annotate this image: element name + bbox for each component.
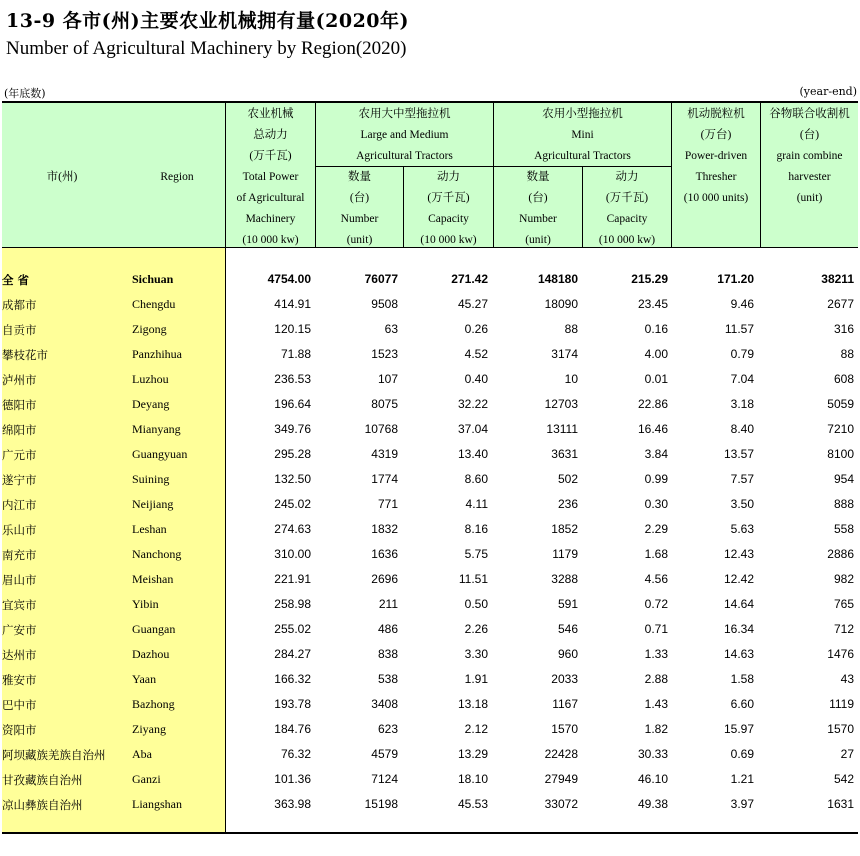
mini-number-cell: 27949 (544, 772, 578, 786)
large-capacity-cell: 1.91 (464, 672, 488, 686)
city-name-cn: 阿坝藏族羌族自治州 (2, 748, 106, 762)
table-row (2, 618, 858, 643)
region-name-en: Leshan (132, 522, 167, 536)
region-name-en: Dazhou (132, 647, 170, 661)
city-name-cn: 乐山市 (2, 523, 37, 537)
mini-number-cell: 33072 (544, 797, 578, 811)
large-number-cell: 1774 (371, 472, 398, 486)
harvester-cell: 38211 (821, 272, 854, 286)
header-harvester: 谷物联合收割机 (台) grain combine harvester (unit) (769, 108, 850, 204)
region-name-en: Neijiang (132, 497, 174, 511)
region-name-en: Deyang (132, 397, 170, 411)
large-capacity-cell: 0.50 (464, 597, 488, 611)
large-number-cell: 1636 (371, 547, 398, 561)
city-name-cn: 遂宁市 (2, 473, 37, 487)
thresher-cell: 12.43 (723, 547, 754, 561)
table-header (2, 101, 858, 248)
city-name-cn: 德阳市 (2, 398, 37, 412)
city-name-cn: 全 省 (2, 273, 30, 287)
header-mini-group: 农用小型拖拉机 Mini Agricultural Tractors (534, 108, 631, 162)
table-row (2, 693, 858, 718)
table-row (2, 443, 858, 468)
table-row (2, 768, 858, 793)
large-capacity-cell: 4.11 (465, 497, 488, 511)
region-name-en: Chengdu (132, 297, 176, 311)
large-number-cell: 623 (377, 722, 398, 736)
total-power-cell: 120.15 (274, 322, 311, 336)
region-name-en: Mianyang (132, 422, 181, 436)
mini-number-cell: 1570 (551, 722, 578, 736)
city-name-cn: 成都市 (2, 298, 37, 312)
total-power-cell: 76.32 (280, 747, 311, 761)
large-capacity-cell: 32.22 (457, 397, 488, 411)
total-power-cell: 363.98 (274, 797, 311, 811)
table-row (2, 543, 858, 568)
harvester-cell: 765 (833, 597, 854, 611)
city-name-cn: 巴中市 (2, 698, 37, 712)
total-power-cell: 101.36 (274, 772, 311, 786)
title-english: Number of Agricultural Machinery by Region(2020) (6, 38, 407, 59)
total-power-cell: 349.76 (274, 422, 311, 436)
harvester-cell: 982 (833, 572, 854, 586)
region-name-en: Guangan (132, 622, 176, 636)
large-capacity-cell: 4.52 (464, 347, 488, 361)
mini-capacity-cell: 0.72 (644, 597, 668, 611)
harvester-cell: 5059 (827, 397, 854, 411)
note-year-end-en: (year-end) (799, 85, 857, 98)
table-row (2, 668, 858, 693)
mini-capacity-cell: 23.45 (637, 297, 668, 311)
mini-number-cell: 22428 (544, 747, 578, 761)
total-power-cell: 184.76 (274, 722, 311, 736)
thresher-cell: 171.20 (717, 272, 754, 286)
mini-capacity-cell: 30.33 (637, 747, 668, 761)
harvester-cell: 1570 (827, 722, 854, 736)
total-power-cell: 236.53 (274, 372, 311, 386)
header-total-power: 农业机械 总动力 (万千瓦) Total Power of Agricultural Machinery (10 000 kw) (236, 108, 305, 246)
total-power-cell: 132.50 (274, 472, 311, 486)
harvester-cell: 1631 (827, 797, 854, 811)
large-number-cell: 4579 (371, 747, 398, 761)
total-power-cell: 310.00 (274, 547, 311, 561)
title-chinese: 13-9 各市(州)主要农业机械拥有量(2020年) (6, 10, 410, 32)
thresher-cell: 5.63 (730, 522, 754, 536)
total-power-cell: 71.88 (280, 347, 311, 361)
city-name-cn: 资阳市 (2, 723, 37, 737)
table-row (2, 643, 858, 668)
table-row (2, 793, 858, 818)
large-capacity-cell: 271.42 (451, 272, 488, 286)
large-number-cell: 9508 (371, 297, 398, 311)
total-power-cell: 193.78 (274, 697, 311, 711)
harvester-cell: 888 (833, 497, 854, 511)
large-number-cell: 4319 (371, 447, 398, 461)
city-name-cn: 宜宾市 (2, 598, 37, 612)
mini-number-cell: 1179 (552, 547, 578, 561)
city-name-cn: 绵阳市 (2, 423, 37, 437)
total-power-cell: 284.27 (274, 647, 311, 661)
large-number-cell: 486 (377, 622, 398, 636)
harvester-cell: 954 (833, 472, 854, 486)
large-capacity-cell: 0.26 (464, 322, 488, 336)
mini-number-cell: 10 (564, 372, 578, 386)
thresher-cell: 3.50 (730, 497, 754, 511)
thresher-cell: 6.60 (730, 697, 754, 711)
mini-capacity-cell: 1.68 (644, 547, 668, 561)
total-power-cell: 274.63 (274, 522, 311, 536)
thresher-cell: 7.57 (730, 472, 754, 486)
total-power-cell: 4754.00 (267, 272, 311, 286)
harvester-cell: 88 (840, 347, 854, 361)
thresher-cell: 1.58 (730, 672, 754, 686)
large-number-cell: 771 (377, 497, 398, 511)
mini-capacity-cell: 0.16 (644, 322, 668, 336)
mini-capacity-cell: 0.01 (644, 372, 668, 386)
harvester-cell: 316 (833, 322, 854, 336)
region-name-en: Aba (132, 747, 152, 761)
city-name-cn: 甘孜藏族自治州 (2, 773, 83, 787)
mini-capacity-cell: 46.10 (637, 772, 668, 786)
large-capacity-cell: 45.27 (457, 297, 488, 311)
table-row (2, 418, 858, 443)
harvester-cell: 712 (833, 622, 854, 636)
harvester-cell: 2886 (827, 547, 854, 561)
region-name-en: Luzhou (132, 372, 169, 386)
region-name-en: Sichuan (132, 272, 174, 286)
table-row (2, 493, 858, 518)
region-name-en: Bazhong (132, 697, 175, 711)
region-name-en: Yaan (132, 672, 157, 686)
thresher-cell: 1.21 (730, 772, 754, 786)
mini-number-cell: 3174 (551, 347, 578, 361)
mini-capacity-cell: 0.99 (644, 472, 668, 486)
city-name-cn: 达州市 (2, 648, 37, 662)
thresher-cell: 8.40 (730, 422, 754, 436)
region-name-en: Yibin (132, 597, 159, 611)
mini-number-cell: 88 (564, 322, 578, 336)
table-row (2, 343, 858, 368)
mini-capacity-cell: 3.84 (644, 447, 668, 461)
harvester-cell: 608 (833, 372, 854, 386)
mini-number-cell: 13111 (546, 422, 578, 436)
region-name-en: Suining (132, 472, 170, 486)
total-power-cell: 258.98 (274, 597, 311, 611)
mini-capacity-cell: 0.30 (644, 497, 668, 511)
header-large-medium-group: 农用大中型拖拉机 Large and Medium Agricultural Tractors (356, 108, 453, 162)
city-name-cn: 攀枝花市 (2, 348, 48, 362)
header-large-number: 数量 (台) Number (unit) (340, 171, 379, 246)
city-name-cn: 凉山彝族自治州 (2, 798, 83, 812)
large-number-cell: 15198 (364, 797, 398, 811)
mini-capacity-cell: 49.38 (637, 797, 668, 811)
harvester-cell: 7210 (827, 422, 854, 436)
large-capacity-cell: 3.30 (464, 647, 488, 661)
region-name-en: Ziyang (132, 722, 166, 736)
large-number-cell: 7124 (371, 772, 398, 786)
thresher-cell: 15.97 (723, 722, 754, 736)
table-row (2, 293, 858, 318)
thresher-cell: 0.79 (730, 347, 754, 361)
large-number-cell: 76077 (364, 272, 398, 286)
mini-number-cell: 546 (557, 622, 578, 636)
large-capacity-cell: 0.40 (464, 372, 488, 386)
total-power-cell: 166.32 (274, 672, 311, 686)
large-number-cell: 1832 (371, 522, 398, 536)
note-year-end-cn: (年底数) (4, 87, 46, 100)
large-capacity-cell: 11.51 (458, 572, 488, 586)
table-row (2, 368, 858, 393)
table-row (2, 568, 858, 593)
thresher-cell: 14.63 (723, 647, 754, 661)
region-name-en: Nanchong (132, 547, 182, 561)
large-number-cell: 3408 (371, 697, 398, 711)
large-number-cell: 2696 (371, 572, 398, 586)
large-number-cell: 838 (377, 647, 398, 661)
total-power-cell: 295.28 (274, 447, 311, 461)
mini-number-cell: 12703 (544, 397, 578, 411)
large-number-cell: 1523 (371, 347, 398, 361)
total-power-cell: 414.91 (274, 297, 311, 311)
large-capacity-cell: 8.16 (464, 522, 488, 536)
table-bottom-rule (2, 832, 858, 834)
region-name-en: Liangshan (132, 797, 182, 811)
table-row (2, 468, 858, 493)
mini-number-cell: 960 (557, 647, 578, 661)
mini-number-cell: 3288 (551, 572, 578, 586)
table-row (2, 593, 858, 618)
mini-capacity-cell: 22.86 (637, 397, 668, 411)
large-capacity-cell: 2.26 (464, 622, 488, 636)
region-name-en: Zigong (132, 322, 167, 336)
header-large-capacity: 动力 (万千瓦) Capacity (10 000 kw) (420, 171, 477, 246)
harvester-cell: 8100 (827, 447, 854, 461)
thresher-cell: 14.64 (723, 597, 754, 611)
thresher-cell: 12.42 (723, 572, 754, 586)
region-name-en: Meishan (132, 572, 174, 586)
total-power-cell: 245.02 (274, 497, 311, 511)
mini-number-cell: 1167 (552, 697, 578, 711)
header-thresher: 机动脱粒机 (万台) Power-driven Thresher (10 000 units) (683, 108, 749, 204)
city-name-cn: 雅安市 (2, 673, 37, 687)
large-number-cell: 538 (377, 672, 398, 686)
large-number-cell: 211 (378, 597, 398, 611)
region-name-en: Panzhihua (132, 347, 182, 361)
city-name-cn: 广元市 (2, 448, 37, 462)
harvester-cell: 1119 (829, 697, 854, 711)
thresher-cell: 7.04 (730, 372, 754, 386)
mini-number-cell: 2033 (551, 672, 578, 686)
total-power-cell: 196.64 (274, 397, 311, 411)
city-name-cn: 广安市 (2, 623, 37, 637)
mini-capacity-cell: 215.29 (631, 272, 668, 286)
table-row-total (2, 268, 858, 293)
thresher-cell: 9.46 (730, 297, 754, 311)
large-capacity-cell: 8.60 (464, 472, 488, 486)
header-region: Region (160, 171, 194, 183)
mini-capacity-cell: 1.33 (644, 647, 668, 661)
table-row (2, 718, 858, 743)
mini-capacity-cell: 2.29 (644, 522, 668, 536)
large-capacity-cell: 13.18 (457, 697, 488, 711)
mini-number-cell: 502 (557, 472, 578, 486)
harvester-cell: 558 (833, 522, 854, 536)
header-mini-number: 数量 (台) Number (unit) (519, 171, 557, 246)
large-number-cell: 63 (384, 322, 398, 336)
large-number-cell: 107 (377, 372, 398, 386)
mini-capacity-cell: 1.82 (644, 722, 668, 736)
large-capacity-cell: 5.75 (464, 547, 488, 561)
total-power-cell: 221.91 (274, 572, 311, 586)
table-row (2, 393, 858, 418)
table-row (2, 518, 858, 543)
mini-number-cell: 1852 (551, 522, 578, 536)
city-name-cn: 自贡市 (2, 323, 37, 337)
mini-number-cell: 18090 (544, 297, 578, 311)
mini-number-cell: 591 (557, 597, 578, 611)
mini-number-cell: 3631 (551, 447, 578, 461)
large-capacity-cell: 13.29 (457, 747, 488, 761)
table-row (2, 318, 858, 343)
thresher-cell: 11.57 (724, 322, 754, 336)
large-capacity-cell: 2.12 (464, 722, 488, 736)
large-capacity-cell: 13.40 (457, 447, 488, 461)
harvester-cell: 43 (840, 672, 854, 686)
mini-capacity-cell: 1.43 (644, 697, 668, 711)
total-power-cell: 255.02 (274, 622, 311, 636)
large-number-cell: 8075 (371, 397, 398, 411)
mini-capacity-cell: 0.71 (644, 622, 668, 636)
thresher-cell: 3.18 (730, 397, 754, 411)
header-mini-capacity: 动力 (万千瓦) Capacity (10 000 kw) (598, 171, 656, 246)
table-row (2, 743, 858, 768)
thresher-cell: 16.34 (723, 622, 754, 636)
region-name-en: Ganzi (132, 772, 161, 786)
city-name-cn: 泸州市 (2, 373, 37, 387)
city-name-cn: 眉山市 (2, 573, 37, 587)
mini-capacity-cell: 16.46 (637, 422, 668, 436)
mini-capacity-cell: 2.88 (644, 672, 668, 686)
large-capacity-cell: 37.04 (457, 422, 488, 436)
harvester-cell: 542 (833, 772, 854, 786)
header-city-cn: 市(州) (46, 171, 78, 183)
large-number-cell: 10768 (364, 422, 398, 436)
thresher-cell: 3.97 (730, 797, 754, 811)
harvester-cell: 27 (840, 747, 854, 761)
mini-capacity-cell: 4.56 (644, 572, 668, 586)
mini-number-cell: 148180 (537, 272, 578, 286)
harvester-cell: 1476 (827, 647, 854, 661)
large-capacity-cell: 45.53 (457, 797, 488, 811)
city-name-cn: 内江市 (2, 498, 37, 512)
thresher-cell: 0.69 (730, 747, 754, 761)
thresher-cell: 13.57 (723, 447, 754, 461)
large-capacity-cell: 18.10 (457, 772, 488, 786)
region-name-en: Guangyuan (132, 447, 188, 461)
mini-number-cell: 236 (557, 497, 578, 511)
city-name-cn: 南充市 (2, 548, 37, 562)
mini-capacity-cell: 4.00 (644, 347, 668, 361)
harvester-cell: 2677 (827, 297, 854, 311)
